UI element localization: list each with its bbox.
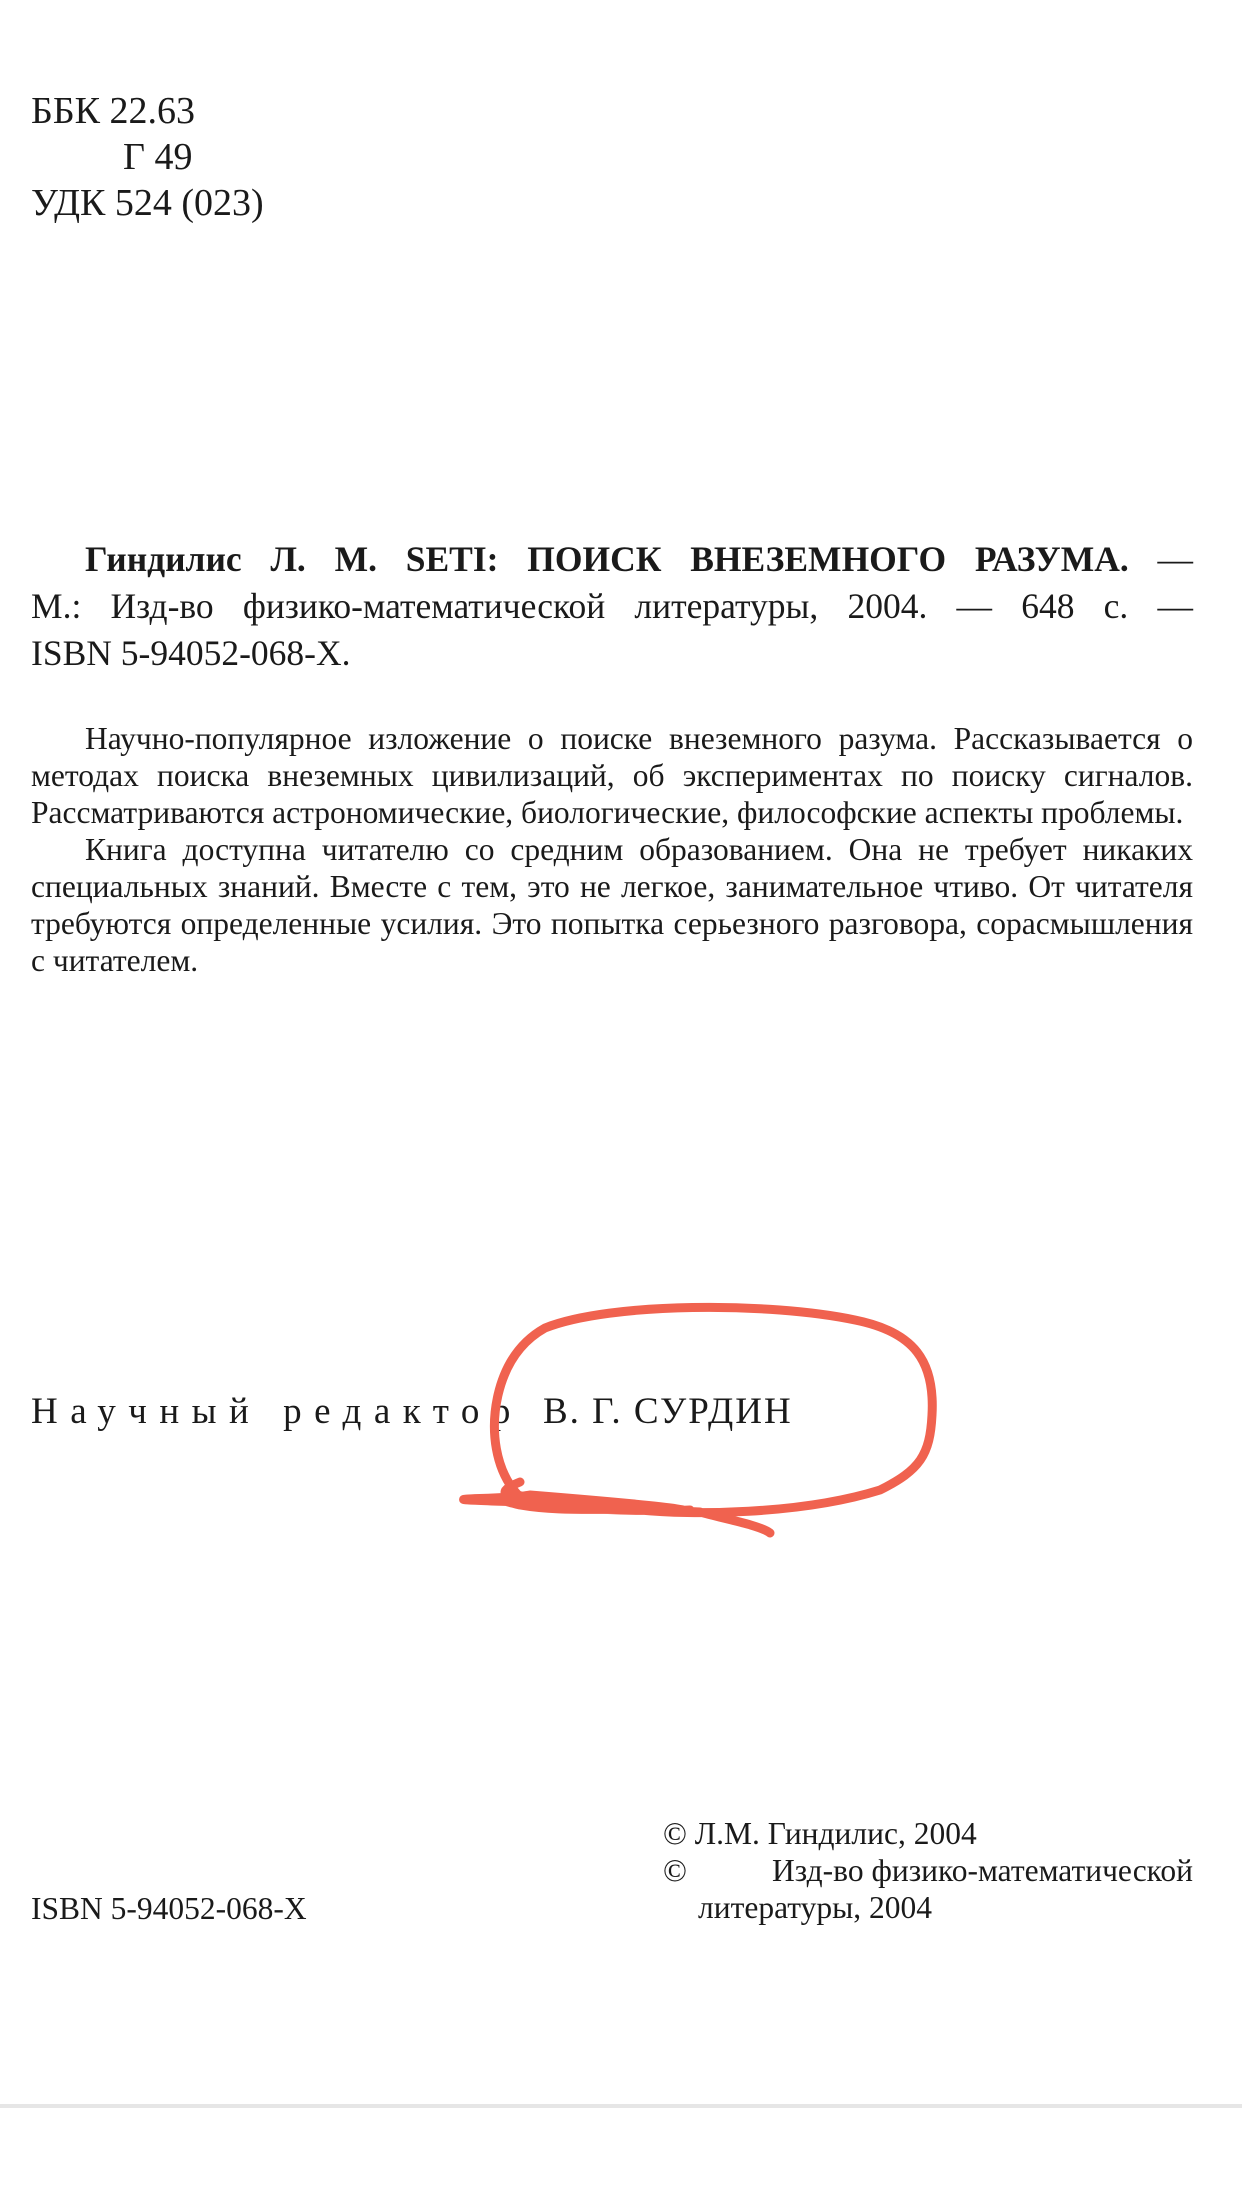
udk-code: УДК 524 (023) bbox=[31, 182, 264, 224]
annotation-paragraph-1: Научно-популярное изложение о поиске внеземного разума. Рассказывается о методах поиска внеземных цивилизаций, об экспериментах по поиску сигналов. Рассматриваются астрономические, биологические, философские аспекты проблемы. bbox=[31, 721, 1193, 830]
isbn-bottom: ISBN 5-94052-068-X bbox=[31, 1891, 307, 1926]
copyright-publisher-name: Изд-во физико-математической bbox=[772, 1853, 1193, 1888]
author-title: Гиндилис Л. М. SETI: ПОИСК ВНЕЗЕМНОГО РАЗУМА. bbox=[85, 539, 1129, 579]
editor-label: Научный редактор bbox=[31, 1391, 523, 1432]
annotation-paragraph-2: Книга доступна читателю со средним образованием. Она не требует никаких специальных знаний. Вместе с тем, это не легкое, занимательное чтиво. От читателя требуются определенные усилия. Это попытка серьезного разговора, сорасмышления с читателем. bbox=[31, 832, 1193, 978]
copyright-symbol: © bbox=[663, 1853, 687, 1888]
copyright-publisher-year: литературы, 2004 bbox=[698, 1890, 933, 1925]
copyright-author: © Л.М. Гиндилис, 2004 bbox=[663, 1816, 977, 1851]
editor-name: В. Г. СУРДИН bbox=[542, 1391, 793, 1432]
annotation-block bbox=[31, 720, 1193, 979]
copyright-publisher bbox=[663, 1852, 1193, 1889]
classification-block bbox=[31, 88, 264, 226]
copyright-block bbox=[663, 1815, 1193, 1926]
title-dash: — bbox=[1128, 539, 1193, 579]
isbn-line: ISBN 5-94052-068-X. bbox=[31, 633, 351, 673]
bibliographic-record bbox=[31, 536, 1193, 677]
publisher-line: М.: Изд-во физико-математической литературы, 2004. — 648 с. — bbox=[31, 586, 1193, 626]
author-mark: Г 49 bbox=[123, 136, 193, 178]
bbk-code: ББК 22.63 bbox=[31, 90, 195, 132]
bottom-divider bbox=[0, 2104, 1242, 2108]
editor-line bbox=[31, 1388, 793, 1436]
